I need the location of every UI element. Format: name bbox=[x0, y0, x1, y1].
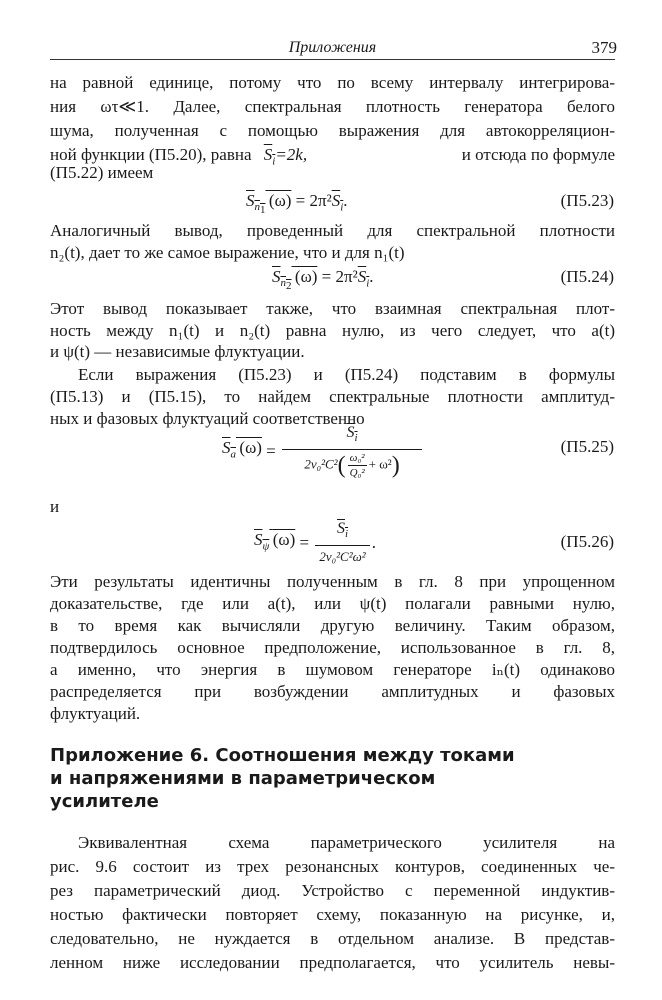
para4-line-1: Если выражения (П5.23) и (П5.24) подставим в формулы bbox=[78, 365, 615, 384]
page-number: 379 bbox=[591, 38, 617, 57]
eq23-arg: (ω) bbox=[268, 191, 292, 210]
eq-label-p5-23: (П5.23) bbox=[560, 191, 614, 210]
si-symbol: S bbox=[263, 145, 273, 164]
eq23-subsub: 1 bbox=[260, 204, 266, 217]
eq24-subsub: 2 bbox=[286, 280, 292, 293]
eq26-den: 2v₀²C²ω² bbox=[319, 549, 366, 565]
eq23-end: . bbox=[343, 191, 348, 210]
eq25-fraction: $S_i$ 2v₀²C²( $\frac{\text{ω₀²}}{\text{Q₀²}}$ + ω²) bbox=[282, 424, 422, 479]
para2-line-1: Аналогичный вывод, проведенный для спектральной плотности bbox=[50, 221, 615, 240]
para6-line-6: ленном ниже исследовании предполагается, что усилитель невы- bbox=[50, 953, 615, 972]
page-header bbox=[50, 36, 615, 60]
equation-p5-26 bbox=[254, 520, 376, 566]
eq25-den-num: ω₀² bbox=[349, 452, 365, 465]
para6-line-2: рис. 9.6 состоит из трех резонансных контуров, соединенных че- bbox=[50, 857, 615, 876]
section-title-line-1: Приложение 6. Соотношения между токами bbox=[50, 745, 515, 766]
eq24-rhs-s: S bbox=[357, 267, 367, 286]
eq26-sub: ψ bbox=[262, 540, 270, 553]
eq23-rhs-s: S bbox=[331, 191, 341, 210]
equation-p5-25 bbox=[222, 424, 424, 479]
eq25-den-den: Q₀² bbox=[349, 467, 365, 480]
eq24-end: . bbox=[369, 267, 374, 286]
para5-line-2: доказательстве, где или a(t), или ψ(t) полагали равными нулю, bbox=[50, 594, 615, 613]
eq25-arg: (ω) bbox=[239, 438, 262, 458]
para3-line-3: и ψ(t) — независимые флуктуации. bbox=[50, 342, 305, 361]
para6-line-4: ностью фактически повторяет схему, показанную на рисунке, и, bbox=[50, 905, 615, 924]
section-title-line-3: усилителе bbox=[50, 791, 159, 812]
para3-line-1: Этот вывод показывает также, что взаимная спектральная плот- bbox=[50, 299, 615, 318]
running-title: Приложения bbox=[288, 39, 377, 56]
para3-line-2: ность между n₁(t) и n₂(t) равна нулю, из чего следует, что a(t) bbox=[50, 321, 615, 340]
eq25-den-a: 2v₀²C² bbox=[304, 456, 338, 472]
eq24-sub: n bbox=[280, 277, 286, 290]
equation-p5-24 bbox=[272, 266, 374, 298]
para5-line-6: распределяется при возбуждении амплитудных и фазовых bbox=[50, 682, 615, 701]
eq26-s: S bbox=[254, 529, 263, 549]
eq23-rhs-sub: i bbox=[340, 201, 344, 214]
eq25-s: S bbox=[222, 438, 231, 458]
eq-label-p5-24: (П5.24) bbox=[560, 267, 614, 286]
eq26-end: . bbox=[371, 533, 376, 553]
eq25-num-s: S bbox=[346, 424, 355, 441]
eq24-arg: (ω) bbox=[294, 267, 318, 286]
eq25-inner-fraction bbox=[348, 452, 367, 479]
si-rest: =2k, bbox=[275, 145, 308, 164]
para1-line-1: на равной единице, потому что по всему интервалу интегрирова- bbox=[50, 73, 615, 92]
eq23-sub: n bbox=[254, 201, 260, 214]
para6-line-3: рез параметрический диод. Устройство с переменной индуктив- bbox=[50, 881, 615, 900]
eq-label-p5-26: (П5.26) bbox=[560, 532, 614, 551]
para6-line-5: следовательно, не нуждается в отдельном анализе. В представ- bbox=[50, 929, 615, 948]
si-subscript: i bbox=[272, 155, 276, 168]
eq25-den-b: + ω² bbox=[368, 456, 392, 472]
para4-line-3: ных и фазовых флуктуаций соответственно bbox=[50, 409, 365, 428]
para5-line-4: подтвердилось основное предположение, использованное в гл. 8, bbox=[50, 638, 615, 657]
para1-line-4-tail: и отсюда по формуле bbox=[461, 145, 615, 164]
eq24-rhs: = 2π² bbox=[321, 267, 358, 286]
para4-line-2: (П5.13) и (П5.15), то найдем спектральные плотности амплитуд- bbox=[50, 387, 615, 406]
eq26-arg: (ω) bbox=[272, 529, 296, 549]
para5-line-5: а именно, что энергия в шумовом генераторе iₙ(t) одинаково bbox=[50, 660, 615, 679]
eq25-num-sub: i bbox=[354, 432, 358, 445]
eq23-s: S bbox=[246, 191, 255, 210]
para5-line-1: Эти результаты идентичны полученным в гл. 8 при упрощенном bbox=[50, 572, 615, 591]
eq25-sub: a bbox=[230, 448, 236, 461]
equation-p5-23 bbox=[246, 190, 348, 222]
eq25-equals: = bbox=[266, 441, 276, 461]
section-title-line-2: и напряжениями в параметрическом bbox=[50, 768, 436, 789]
eq26-fraction bbox=[315, 520, 369, 566]
para1-line-2: ния ωτ≪1. Далее, спектральная плотность генератора белого bbox=[50, 97, 615, 116]
eq26-equals: = bbox=[299, 533, 310, 553]
eq24-rhs-sub: i bbox=[366, 277, 370, 290]
conjunction-i: и bbox=[50, 497, 60, 516]
eq23-rhs: = 2π² bbox=[295, 191, 332, 210]
para1-line-4-text: ной функции (П5.20), равна bbox=[50, 145, 252, 164]
para1-line-5: (П5.22) имеем bbox=[50, 163, 154, 182]
para1-line-3: шума, полученная с помощью выражения для автокорреляцион- bbox=[50, 121, 615, 140]
eq24-s: S bbox=[272, 267, 281, 286]
para6-line-1: Эквивалентная схема параметрического усилителя на bbox=[78, 833, 615, 852]
para5-line-7: флуктуаций. bbox=[50, 704, 141, 723]
eq26-num-sub: i bbox=[345, 528, 349, 541]
eq26-num-s: S bbox=[337, 520, 345, 537]
para5-line-3: в то время как вычисляли другую величину. Таким образом, bbox=[50, 616, 615, 635]
para2-line-2: n₂(t), дает то же самое выражение, что и для n₁(t) bbox=[50, 243, 405, 262]
eq-label-p5-25: (П5.25) bbox=[560, 437, 614, 456]
header-rule bbox=[50, 59, 615, 60]
